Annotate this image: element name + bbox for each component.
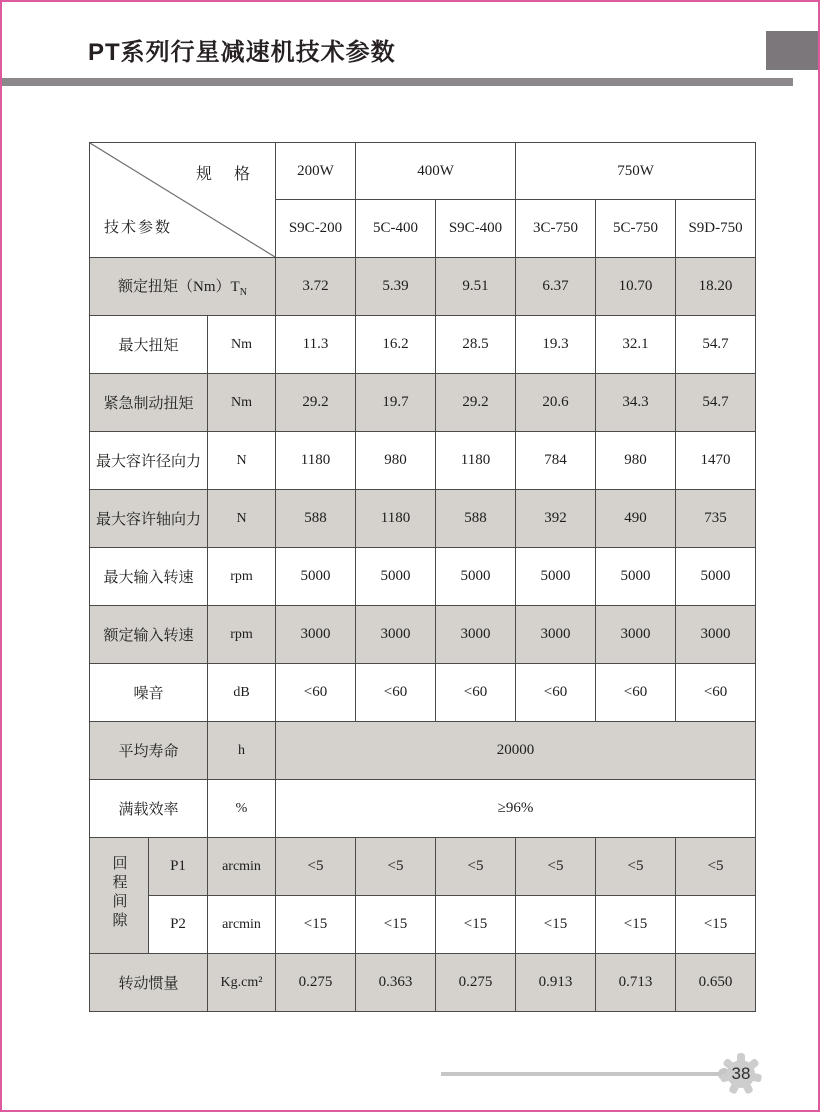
value-cell: 20.6 xyxy=(516,374,596,432)
row-label: 噪音 xyxy=(90,664,208,722)
value-cell: <60 xyxy=(596,664,676,722)
model-header: S9C-400 xyxy=(436,200,516,258)
row-label: 额定输入转速 xyxy=(90,606,208,664)
value-cell: 1180 xyxy=(276,432,356,490)
value-cell: 5000 xyxy=(516,548,596,606)
value-cell: <15 xyxy=(516,896,596,954)
backlash-group-label xyxy=(90,838,149,954)
row-unit: Nm xyxy=(208,316,276,374)
corner-cell xyxy=(90,143,276,258)
value-cell: 0.363 xyxy=(356,954,436,1012)
value-cell: <5 xyxy=(516,838,596,896)
value-cell: 490 xyxy=(596,490,676,548)
backlash-group-label-text: 回程间隙 xyxy=(110,855,127,931)
row-unit: dB xyxy=(208,664,276,722)
row-label: 满载效率 xyxy=(90,780,208,838)
value-cell: 54.7 xyxy=(676,316,756,374)
row-label: 转动惯量 xyxy=(90,954,208,1012)
value-cell: 3000 xyxy=(436,606,516,664)
table-row-inertia xyxy=(90,954,756,1012)
value-cell: <15 xyxy=(436,896,516,954)
value-cell: 980 xyxy=(356,432,436,490)
value-cell: 0.713 xyxy=(596,954,676,1012)
value-cell: <15 xyxy=(276,896,356,954)
value-cell: 588 xyxy=(436,490,516,548)
value-cell: <60 xyxy=(516,664,596,722)
header-corner-block xyxy=(766,31,818,70)
value-cell: 16.2 xyxy=(356,316,436,374)
table-row-axial-force xyxy=(90,490,756,548)
params-header-label: 技术参数 xyxy=(104,220,173,236)
value-cell: 34.3 xyxy=(596,374,676,432)
spec-header-label: 规 格 xyxy=(196,166,260,183)
value-cell: 1180 xyxy=(356,490,436,548)
value-cell: 5000 xyxy=(676,548,756,606)
table-row-average-life xyxy=(90,722,756,780)
table-row-rated-input-speed xyxy=(90,606,756,664)
row-label: 最大容许径向力 xyxy=(90,432,208,490)
table-row-max-torque xyxy=(90,316,756,374)
value-cell: 11.3 xyxy=(276,316,356,374)
power-group-200w: 200W xyxy=(276,143,356,200)
value-cell: 3000 xyxy=(356,606,436,664)
row-label-subscript: N xyxy=(239,287,247,298)
value-cell: <60 xyxy=(436,664,516,722)
value-cell: <5 xyxy=(596,838,676,896)
page-title: PT系列行星减速机技术参数 xyxy=(88,39,396,66)
row-unit: N xyxy=(208,432,276,490)
row-unit: h xyxy=(208,722,276,780)
value-cell: 3000 xyxy=(516,606,596,664)
value-cell: 0.913 xyxy=(516,954,596,1012)
row-label: 最大扭矩 xyxy=(90,316,208,374)
row-unit: % xyxy=(208,780,276,838)
value-cell: 9.51 xyxy=(436,258,516,316)
value-cell: <15 xyxy=(596,896,676,954)
row-unit: Kg.cm² xyxy=(208,954,276,1012)
table-row-max-input-speed xyxy=(90,548,756,606)
value-cell: <15 xyxy=(676,896,756,954)
table-row-backlash-p1 xyxy=(90,838,756,896)
value-cell: <5 xyxy=(676,838,756,896)
value-cell: 19.7 xyxy=(356,374,436,432)
table-row-noise xyxy=(90,664,756,722)
merged-value-cell: 20000 xyxy=(276,722,756,780)
value-cell: 19.3 xyxy=(516,316,596,374)
value-cell: 3000 xyxy=(276,606,356,664)
value-cell: 3000 xyxy=(676,606,756,664)
value-cell: 784 xyxy=(516,432,596,490)
row-label: 平均寿命 xyxy=(90,722,208,780)
value-cell: 18.20 xyxy=(676,258,756,316)
value-cell: 588 xyxy=(276,490,356,548)
row-unit: arcmin xyxy=(208,896,276,954)
power-group-750w: 750W xyxy=(516,143,756,200)
row-unit: Nm xyxy=(208,374,276,432)
value-cell: 0.275 xyxy=(276,954,356,1012)
value-cell: <60 xyxy=(276,664,356,722)
merged-value-cell: ≥96% xyxy=(276,780,756,838)
row-label: P1 xyxy=(149,838,208,896)
value-cell: 32.1 xyxy=(596,316,676,374)
value-cell: 54.7 xyxy=(676,374,756,432)
value-cell: 5000 xyxy=(596,548,676,606)
table-row-brake-torque xyxy=(90,374,756,432)
value-cell: 29.2 xyxy=(276,374,356,432)
value-cell: 1470 xyxy=(676,432,756,490)
row-label: 最大容许轴向力 xyxy=(90,490,208,548)
value-cell: 5.39 xyxy=(356,258,436,316)
table-row-rated-torque xyxy=(90,258,756,316)
row-unit: N xyxy=(208,490,276,548)
row-label: P2 xyxy=(149,896,208,954)
value-cell: 980 xyxy=(596,432,676,490)
value-cell: 0.275 xyxy=(436,954,516,1012)
value-cell: <15 xyxy=(356,896,436,954)
row-unit: rpm xyxy=(208,606,276,664)
model-header: 5C-750 xyxy=(596,200,676,258)
value-cell: 5000 xyxy=(436,548,516,606)
value-cell: <60 xyxy=(676,664,756,722)
value-cell: 5000 xyxy=(356,548,436,606)
value-cell: 5000 xyxy=(276,548,356,606)
value-cell: <5 xyxy=(436,838,516,896)
model-header: S9D-750 xyxy=(676,200,756,258)
value-cell: <5 xyxy=(356,838,436,896)
value-cell: 0.650 xyxy=(676,954,756,1012)
title-underline-bar xyxy=(2,78,793,86)
page-number-gear xyxy=(719,1052,763,1096)
value-cell: 392 xyxy=(516,490,596,548)
footer-line xyxy=(441,1072,724,1076)
power-group-400w: 400W xyxy=(356,143,516,200)
spec-table xyxy=(89,142,756,1012)
table-row-backlash-p2 xyxy=(90,896,756,954)
row-label: 紧急制动扭矩 xyxy=(90,374,208,432)
model-header: 5C-400 xyxy=(356,200,436,258)
row-unit: rpm xyxy=(208,548,276,606)
page-number: 38 xyxy=(731,1064,751,1083)
value-cell: 3000 xyxy=(596,606,676,664)
row-label-text: 额定扭矩（Nm）T xyxy=(118,279,240,295)
value-cell: 29.2 xyxy=(436,374,516,432)
value-cell: 6.37 xyxy=(516,258,596,316)
value-cell: <60 xyxy=(356,664,436,722)
value-cell: <5 xyxy=(276,838,356,896)
value-cell: 10.70 xyxy=(596,258,676,316)
table-row-radial-force xyxy=(90,432,756,490)
table-row-full-load-efficiency xyxy=(90,780,756,838)
row-unit: arcmin xyxy=(208,838,276,896)
row-label xyxy=(90,258,276,316)
value-cell: 1180 xyxy=(436,432,516,490)
power-header-row xyxy=(90,143,756,200)
row-label: 最大输入转速 xyxy=(90,548,208,606)
model-header: 3C-750 xyxy=(516,200,596,258)
value-cell: 3.72 xyxy=(276,258,356,316)
value-cell: 735 xyxy=(676,490,756,548)
value-cell: 28.5 xyxy=(436,316,516,374)
model-header: S9C-200 xyxy=(276,200,356,258)
